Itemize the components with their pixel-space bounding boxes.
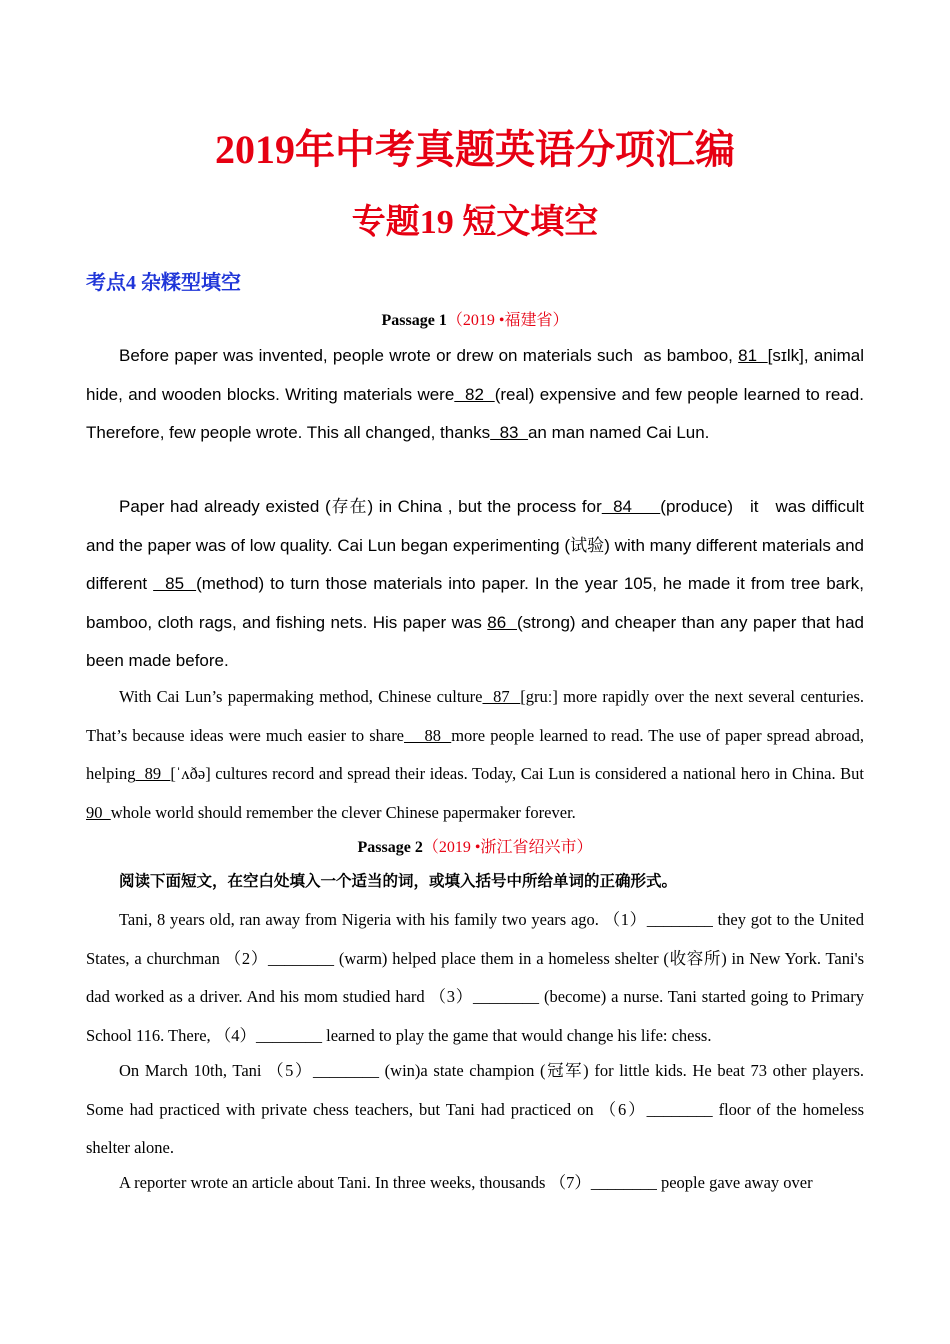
answer-blank: 90 — [86, 802, 111, 822]
text-segment: ) with many different materials and different — [86, 535, 869, 593]
text-segment: an man named Cai Lun. — [527, 423, 710, 442]
answer-blank: 85 — [153, 574, 197, 593]
text-segment: (produce) it was difficult and the paper was of low quality. Cai Lun began experimenting ( — [86, 497, 869, 555]
text-segment: ) in China , but the process for — [367, 497, 602, 516]
answer-blank: 83 — [490, 423, 528, 442]
answer-blank: 89 — [135, 764, 171, 783]
page-subtitle: 专题19 短文填空 — [351, 204, 599, 241]
text-segment: 存在 — [330, 497, 368, 516]
passage-2-heading — [0, 836, 950, 860]
passage-2-instruction: 阅读下面短文，在空白处填入一个适当的词，或填入括号中所给单词的正确形式。 — [119, 873, 678, 890]
answer-blank: 88 — [404, 725, 452, 745]
text-segment: Before paper was invented, people wrote or drew on materials such as bamboo, — [119, 346, 739, 365]
passage-2-source: （2019 •浙江省绍兴市） — [422, 839, 593, 856]
passage-1-paragraph-3 — [86, 678, 869, 832]
passage-1-paragraph-1 — [86, 337, 869, 453]
text-segment: (method) to turn those materials into paper. In the year 105, he made it from tree bark, bamboo, cloth rags, and fishing nets. His paper was — [86, 574, 869, 632]
text-segment: (real) expensive and few people learned to read. Therefore, few people wrote. This all changed, thanks — [86, 384, 869, 442]
passage-1-heading — [0, 309, 950, 333]
passage-2-paragraph-2: On March 10th, Tani （5）________ (win)a state champion (冠军) for little kids. He beat 73 other players. Some had practiced with private chess teachers, but Tani had practiced on （6）________ floor of the homeless shelter alone. — [86, 1061, 864, 1157]
answer-blank: 81 — [738, 346, 768, 365]
answer-blank: 86 — [487, 612, 518, 632]
passage-2-label: Passage 2 — [357, 839, 423, 856]
passage-1-label: Passage 1 — [381, 312, 447, 329]
text-segment: whole world should remember the clever Chinese papermaker forever. — [110, 802, 576, 822]
text-segment: [ˈʌðə] cultures record and spread their ideas. Today, Cai Lun is considered a national hero in China. But — [170, 764, 869, 783]
passage-2-paragraph-3: A reporter wrote an article about Tani. In three weeks, thousands （7）________ people gave away over — [119, 1173, 813, 1192]
answer-blank: 82 — [454, 384, 495, 404]
text-segment: Paper had already existed ( — [119, 497, 331, 516]
text-segment: [gruː] more rapidly over the next several centuries. That’s because ideas were much easier to share — [86, 687, 868, 745]
passage-1-paragraph-2 — [86, 488, 869, 681]
answer-blank: 87 — [482, 687, 521, 706]
page-title: 2019年中考真题英语分项汇编 — [215, 127, 735, 172]
text-segment: With Cai Lun’s papermaking method, Chinese culture — [119, 687, 483, 706]
text-segment: [sɪlk], animal hide, and wooden blocks. Writing materials were — [86, 346, 869, 404]
text-segment: 试验 — [570, 535, 605, 555]
section-heading: 考点4 杂糅型填空 — [86, 272, 241, 294]
answer-blank: 84 — [601, 497, 661, 516]
text-segment: more people learned to read. The use of paper spread abroad, helping — [86, 725, 869, 783]
passage-1-source: （2019 •福建省） — [446, 312, 569, 329]
text-segment: (strong) and cheaper than any paper that had been made before. — [86, 612, 869, 670]
passage-2-paragraph-1: Tani, 8 years old, ran away from Nigeria with his family two years ago. （1）________ they got to the United States, a churchman （2）________ (warm) helped place them in a homeless shelter (收容所) in New York. Tani's dad worked as a driver. And his mom studied hard （3）________ (become) a nurse. Tani started going to Primary School 116. There, （4）________ learned to play the game that would change his life: chess. — [86, 910, 864, 1045]
